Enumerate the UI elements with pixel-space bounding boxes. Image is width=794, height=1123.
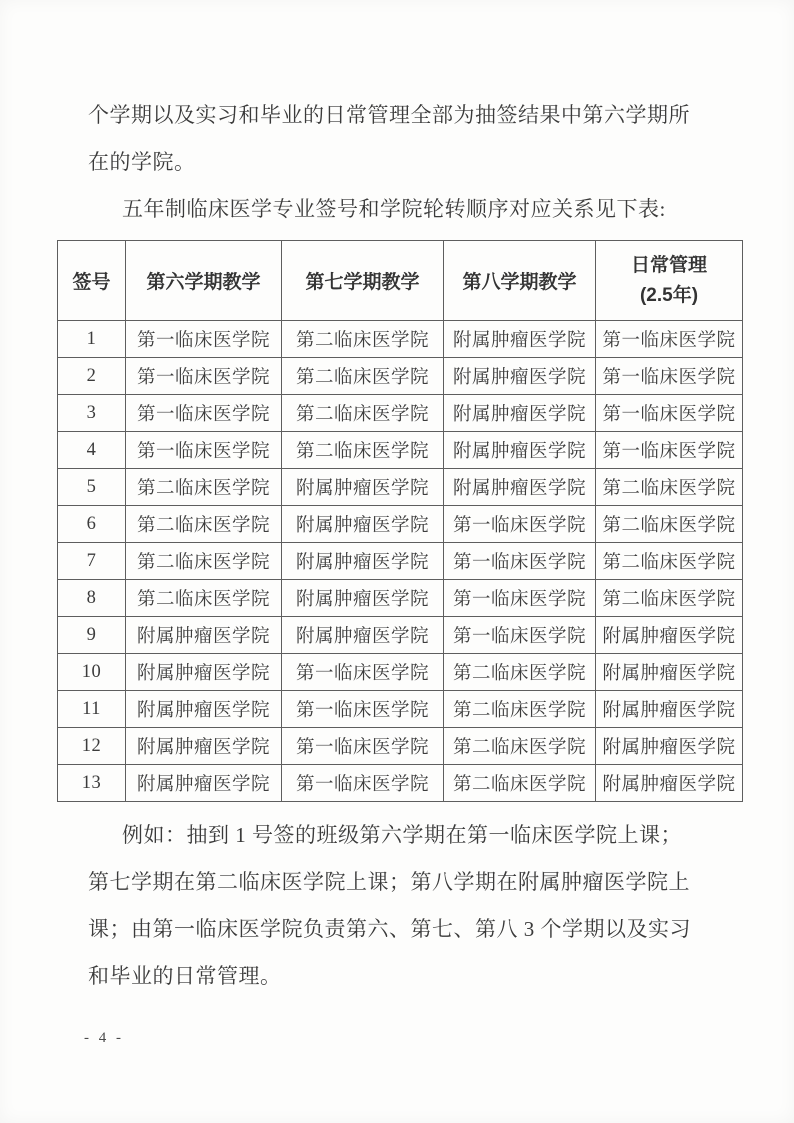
college-cell: 第一临床医学院 — [596, 432, 743, 469]
college-cell: 第二临床医学院 — [282, 321, 444, 358]
college-cell: 第二临床医学院 — [126, 469, 282, 506]
college-cell: 附属肿瘤医学院 — [282, 580, 444, 617]
table-row — [58, 765, 743, 802]
college-cell: 附属肿瘤医学院 — [282, 543, 444, 580]
college-cell: 第一临床医学院 — [126, 395, 282, 432]
example-paragraph — [88, 812, 712, 1000]
sign-number-cell: 3 — [58, 395, 126, 432]
sign-number-cell: 5 — [58, 469, 126, 506]
college-cell: 第二临床医学院 — [282, 395, 444, 432]
table-row — [58, 654, 743, 691]
college-cell: 第一临床医学院 — [126, 321, 282, 358]
sign-number-cell: 4 — [58, 432, 126, 469]
college-cell: 第一临床医学院 — [282, 765, 444, 802]
table-row — [58, 728, 743, 765]
sign-number-cell: 6 — [58, 506, 126, 543]
sign-number-cell: 9 — [58, 617, 126, 654]
header-semester-8: 第八学期教学 — [444, 241, 596, 321]
header-semester-6: 第六学期教学 — [126, 241, 282, 321]
example-line-4: 和毕业的日常管理。 — [88, 964, 282, 988]
college-cell: 附属肿瘤医学院 — [282, 617, 444, 654]
college-cell: 附属肿瘤医学院 — [444, 432, 596, 469]
college-cell: 附属肿瘤医学院 — [596, 617, 743, 654]
college-cell: 附属肿瘤医学院 — [596, 728, 743, 765]
college-cell: 第一临床医学院 — [596, 358, 743, 395]
college-cell: 附属肿瘤医学院 — [444, 469, 596, 506]
college-cell: 第二临床医学院 — [126, 506, 282, 543]
table-row — [58, 617, 743, 654]
college-cell: 第一临床医学院 — [126, 358, 282, 395]
college-cell: 附属肿瘤医学院 — [126, 728, 282, 765]
table-row — [58, 543, 743, 580]
header-semester-7: 第七学期教学 — [282, 241, 444, 321]
college-cell: 第一临床医学院 — [282, 728, 444, 765]
college-cell: 第二临床医学院 — [596, 469, 743, 506]
college-cell: 第二临床医学院 — [596, 543, 743, 580]
sign-number-cell: 7 — [58, 543, 126, 580]
sign-number-cell: 12 — [58, 728, 126, 765]
college-cell: 第一临床医学院 — [444, 543, 596, 580]
sign-number-cell: 10 — [58, 654, 126, 691]
college-cell: 第一临床医学院 — [282, 654, 444, 691]
rotation-schedule-table — [57, 240, 743, 802]
college-cell: 附属肿瘤医学院 — [596, 691, 743, 728]
table-row — [58, 469, 743, 506]
college-cell: 第二临床医学院 — [444, 654, 596, 691]
college-cell: 附属肿瘤医学院 — [126, 617, 282, 654]
college-cell: 附属肿瘤医学院 — [126, 654, 282, 691]
college-cell: 第二临床医学院 — [444, 765, 596, 802]
college-cell: 附属肿瘤医学院 — [282, 506, 444, 543]
college-cell: 第二临床医学院 — [444, 691, 596, 728]
college-cell: 第二临床医学院 — [596, 580, 743, 617]
example-line-2: 第七学期在第二临床医学院上课；第八学期在附属肿瘤医学院上 — [88, 870, 690, 894]
college-cell: 第二临床医学院 — [444, 728, 596, 765]
header-daily-management-duration: (2.5年) — [639, 284, 699, 306]
header-daily-management — [596, 241, 743, 321]
table-row — [58, 358, 743, 395]
table-header-row — [58, 241, 743, 321]
table-body — [58, 321, 743, 802]
college-cell: 第二临床医学院 — [126, 543, 282, 580]
college-cell: 第二临床医学院 — [282, 358, 444, 395]
college-cell: 第一临床医学院 — [282, 691, 444, 728]
page-number: - 4 - — [84, 1030, 124, 1046]
college-cell: 第一临床医学院 — [444, 580, 596, 617]
header-sign-number: 签号 — [58, 241, 126, 321]
college-cell: 附属肿瘤医学院 — [596, 765, 743, 802]
table-row — [58, 580, 743, 617]
college-cell: 附属肿瘤医学院 — [126, 765, 282, 802]
college-cell: 第一临床医学院 — [444, 506, 596, 543]
example-line-1: 例如：抽到 1 号签的班级第六学期在第一临床医学院上课； — [122, 823, 682, 847]
college-cell: 第二临床医学院 — [126, 580, 282, 617]
college-cell: 第二临床医学院 — [282, 432, 444, 469]
intro-paragraph — [88, 92, 710, 186]
sign-number-cell: 13 — [58, 765, 126, 802]
table-lead-sentence: 五年制临床医学专业签号和学院轮转顺序对应关系见下表: — [122, 197, 666, 221]
table-row — [58, 691, 743, 728]
college-cell: 附属肿瘤医学院 — [444, 321, 596, 358]
intro-line-1: 个学期以及实习和毕业的日常管理全部为抽签结果中第六学期所 — [88, 103, 690, 127]
college-cell: 附属肿瘤医学院 — [596, 654, 743, 691]
sign-number-cell: 1 — [58, 321, 126, 358]
college-cell: 第二临床医学院 — [596, 506, 743, 543]
intro-line-2: 在的学院。 — [88, 150, 196, 174]
college-cell: 第一临床医学院 — [596, 321, 743, 358]
college-cell: 附属肿瘤医学院 — [282, 469, 444, 506]
college-cell: 第一临床医学院 — [126, 432, 282, 469]
college-cell: 附属肿瘤医学院 — [444, 358, 596, 395]
college-cell: 附属肿瘤医学院 — [126, 691, 282, 728]
sign-number-cell: 11 — [58, 691, 126, 728]
college-cell: 第一临床医学院 — [596, 395, 743, 432]
table-row — [58, 432, 743, 469]
example-line-3: 课；由第一临床医学院负责第六、第七、第八 3 个学期以及实习 — [88, 917, 691, 941]
header-daily-management-title: 日常管理 — [630, 254, 707, 276]
sign-number-cell: 2 — [58, 358, 126, 395]
sign-number-cell: 8 — [58, 580, 126, 617]
college-cell: 第一临床医学院 — [444, 617, 596, 654]
table-row — [58, 395, 743, 432]
table-row — [58, 321, 743, 358]
table-row — [58, 506, 743, 543]
college-cell: 附属肿瘤医学院 — [444, 395, 596, 432]
